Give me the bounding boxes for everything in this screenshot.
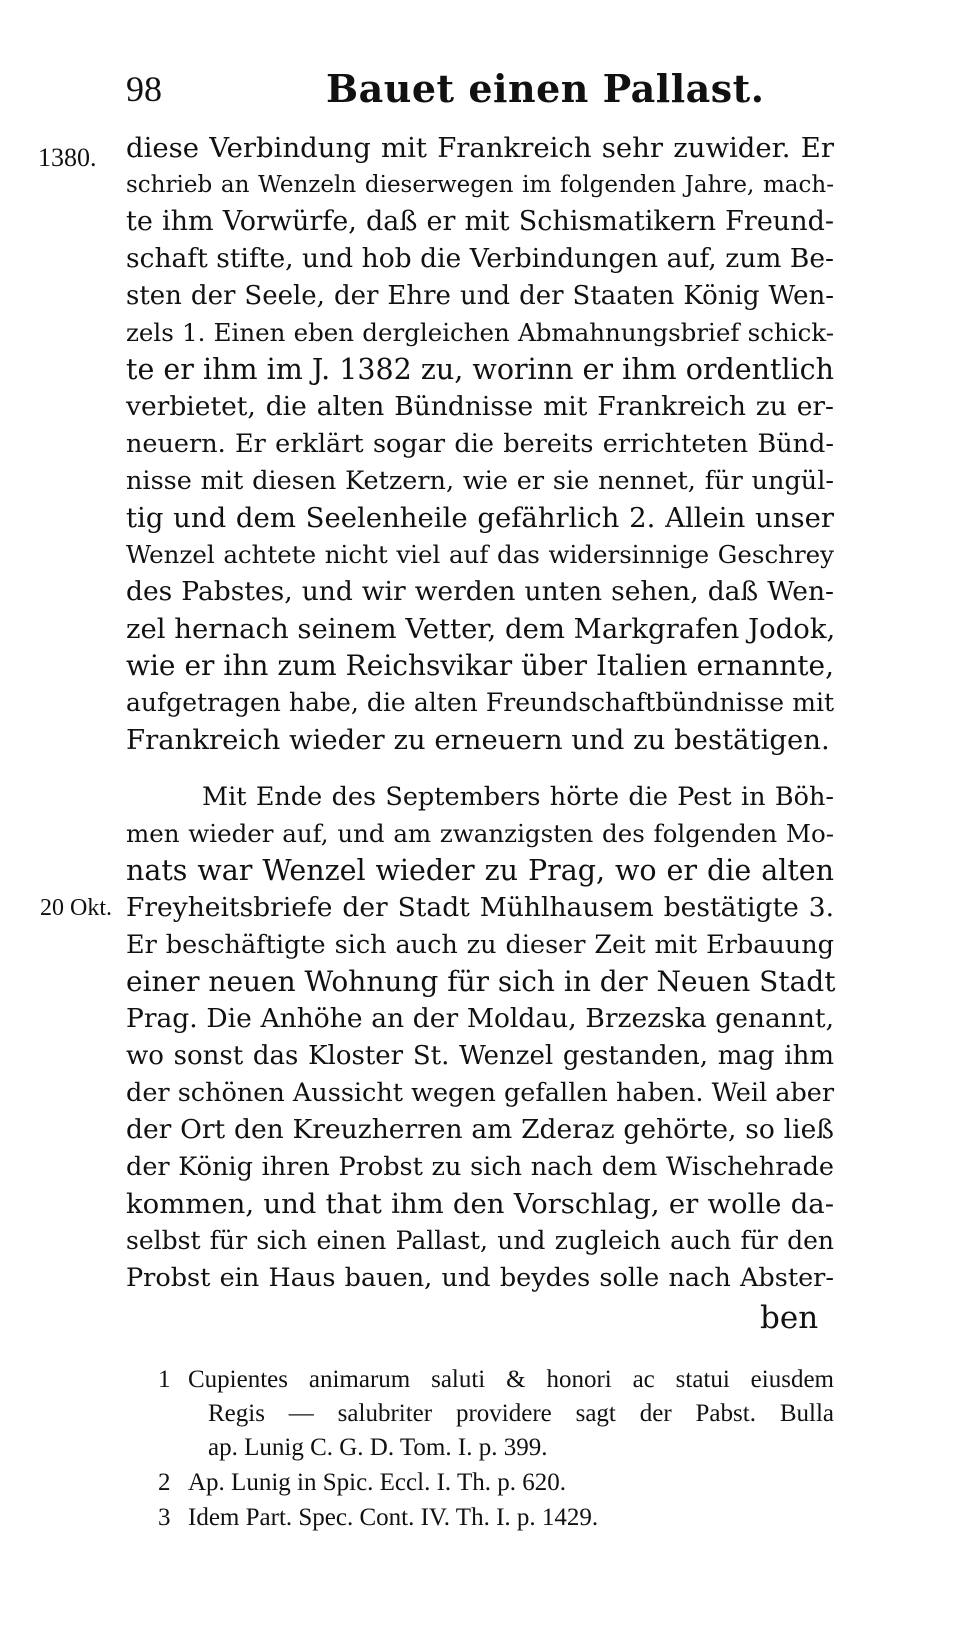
body-line: aufgetragen habe, die alten Freundschaftbündnisse mit (126, 688, 834, 717)
body-line: neuern. Er erklärt sogar die bereits errichteten Bünd- (126, 429, 834, 459)
body-line: Freyheitsbriefe der Stadt Mühlhausem bestätigte 3. (126, 892, 834, 923)
footnote-line: Ap. Lunig in Spic. Eccl. I. Th. p. 620. (188, 1469, 566, 1496)
footnote-number: 3 (158, 1504, 171, 1531)
body-line: te ihm Vorwürfe, daß er mit Schismatikern Freund- (126, 206, 834, 237)
body-line: Prag. Die Anhöhe an der Moldau, Brzezska genannt, (126, 1003, 834, 1034)
body-line: sten der Seele, der Ehre und der Staaten König Wen- (126, 281, 834, 311)
footnote-number: 2 (158, 1469, 171, 1496)
body-line: men wieder auf, und am zwanzigsten des folgenden Mo- (126, 819, 834, 848)
body-line: diese Verbindung mit Frankreich sehr zuwider. Er (126, 132, 834, 164)
footnote-line: ap. Lunig C. G. D. Tom. I. p. 399. (208, 1434, 548, 1461)
body-line: tig und dem Seelenheile gefährlich 2. Allein unser (126, 502, 834, 534)
body-line: zels 1. Einen eben dergleichen Abmahnungsbrief schick- (126, 318, 834, 347)
body-line: Wenzel achtete nicht viel auf das widersinnige Geschrey (126, 540, 834, 569)
body-line: schrieb an Wenzeln dieserwegen im folgenden Jahre, mach- (126, 172, 834, 198)
body-line: te er ihm im J. 1382 zu, worinn er ihm ordentlich (126, 353, 834, 386)
body-line: schaft stifte, und hob die Verbindungen auf, zum Be- (126, 243, 834, 274)
body-line: Frankreich wieder zu erneuern und zu bestätigen. (126, 724, 830, 756)
body-line: verbietet, die alten Bündnisse mit Frankreich zu er- (126, 391, 834, 422)
footnote-line: Cupientes animarum saluti & honori ac statui eiusdem (188, 1366, 834, 1393)
running-head: Bauet einen Pallast. (326, 66, 765, 111)
body-line: einer neuen Wohnung für sich in der Neuen Stadt (126, 965, 836, 998)
body-line: wo sonst das Kloster St. Wenzel gestanden, mag ihm (126, 1041, 834, 1071)
body-line: Er beschäftigte sich auch zu dieser Zeit mit Erbauung (126, 930, 834, 960)
body-line: der Ort den Kreuzherren am Zderaz gehörte, so ließ (126, 1114, 834, 1145)
paragraph-first-line: Mit Ende des Septembers hörte die Pest in Böh- (202, 782, 834, 812)
body-line: selbst für sich einen Pallast, und zugleich auch für den (126, 1226, 834, 1255)
footnote-number: 1 (158, 1366, 171, 1393)
margin-note-date: 20 Okt. (40, 895, 112, 921)
page-number: 98 (126, 69, 162, 109)
body-line: wie er ihn zum Reichsvikar über Italien ernannte, (126, 649, 834, 682)
body-line: kommen, und that ihm den Vorschlag, er wolle da- (126, 1188, 834, 1220)
body-line: der König ihren Probst zu sich nach dem Wischehrade (126, 1152, 834, 1182)
margin-note-year: 1380. (38, 143, 97, 172)
body-line: nats war Wenzel wieder zu Prag, wo er die alten (126, 854, 834, 887)
catchword: ben (760, 1300, 819, 1336)
body-line: Probst ein Haus bauen, und beydes solle nach Abster- (126, 1263, 834, 1293)
body-line: nisse mit diesen Ketzern, wie er sie nennet, für ungül- (126, 466, 834, 496)
footnote-line: Idem Part. Spec. Cont. IV. Th. I. p. 1429. (188, 1504, 599, 1531)
footnote-line: Regis — salubriter providere sagt der Pabst. Bulla (208, 1400, 834, 1427)
body-line: der schönen Aussicht wegen gefallen haben. Weil aber (126, 1078, 835, 1108)
body-line: zel hernach seinem Vetter, dem Markgrafen Jodok, (126, 613, 836, 645)
body-line: des Pabstes, und wir werden unten sehen, daß Wen- (126, 576, 834, 607)
